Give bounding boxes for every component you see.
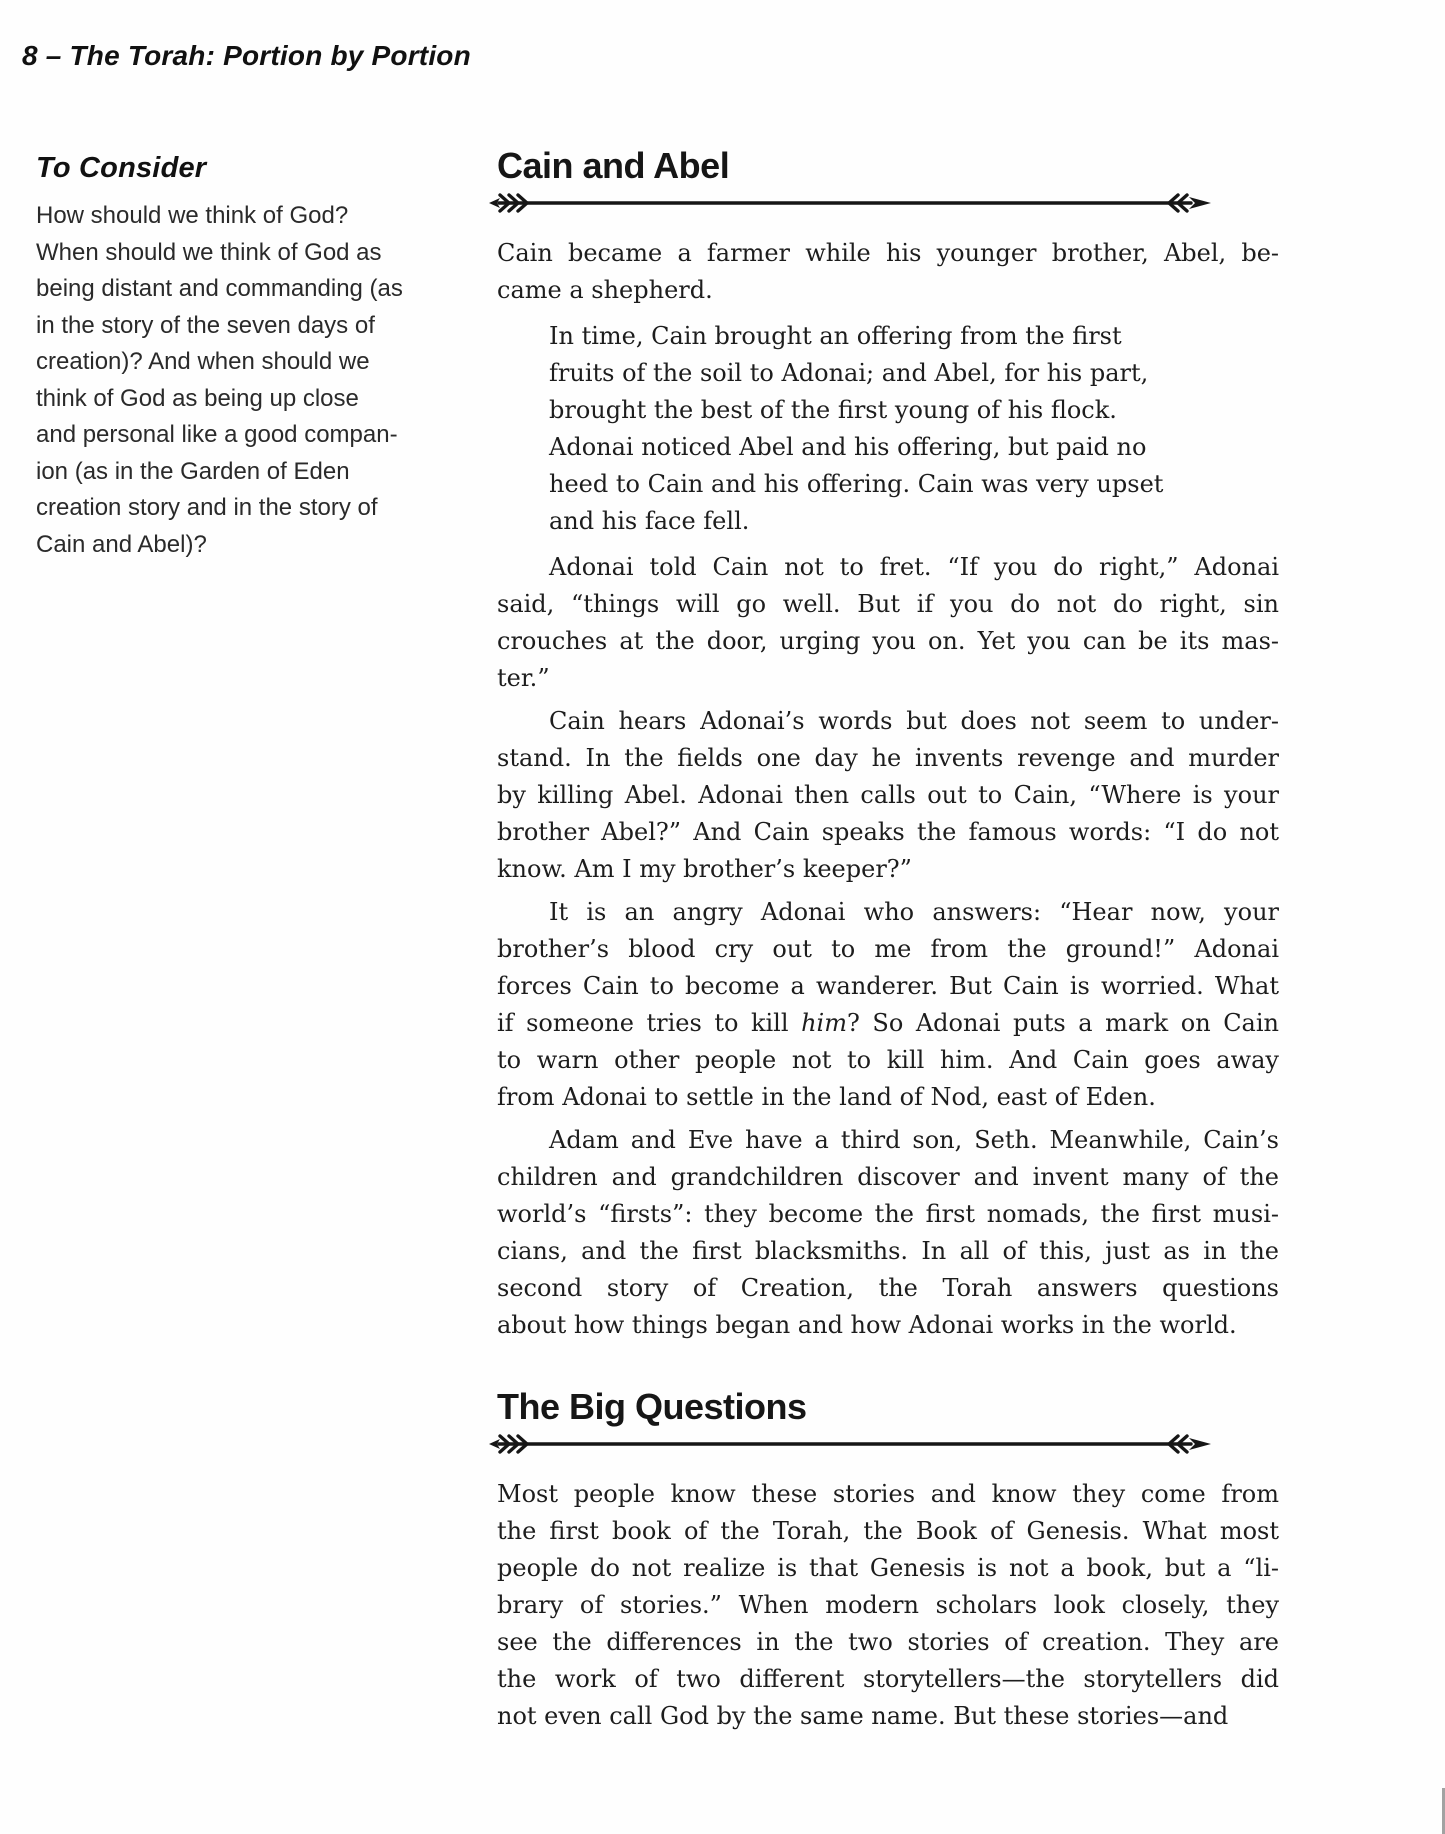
text-line: said, “things will go well. But if you do not do right, sin <box>497 590 1279 618</box>
section-the-big-questions <box>497 1386 1279 1735</box>
page-header: 8 – The Torah: Portion by Portion <box>22 40 471 71</box>
text-line: to warn other people not to kill him. And Cain goes away <box>497 1046 1279 1074</box>
text-line: creation story and in the story of <box>36 494 378 521</box>
text-line: When should we think of God as <box>36 238 382 266</box>
text-line: Adonai noticed Abel and his offering, but paid no <box>549 433 1147 461</box>
text-line: creation)? And when should we <box>36 348 370 375</box>
paragraph <box>497 1476 1279 1735</box>
paragraph <box>497 318 1279 540</box>
section-heading: The Big Questions <box>497 1386 807 1427</box>
section-heading: Cain and Abel <box>497 145 730 186</box>
text-line: the first book of the Torah, the Book of Genesis. What most <box>497 1517 1279 1545</box>
text-line: children and grandchildren discover and invent many of the <box>497 1163 1279 1191</box>
paragraph <box>497 1122 1279 1344</box>
text-line: being distant and commanding (as <box>36 275 403 302</box>
text-line: fruits of the soil to Adonai; and Abel, for his part, <box>549 359 1149 387</box>
sidebar-text <box>36 198 432 563</box>
text-line: Adonai told Cain not to fret. “If you do right,” Adonai <box>549 553 1279 581</box>
text-line: brary of stories.” When modern scholars look closely, they <box>497 1591 1279 1619</box>
paragraph <box>497 894 1279 1116</box>
text-line: second story of Creation, the Torah answers questions <box>497 1274 1279 1302</box>
text-line: and personal like a good compan- <box>36 421 398 448</box>
text-line: see the differences in the two stories of creation. They are <box>497 1628 1279 1656</box>
text-line: Adam and Eve have a third son, Seth. Meanwhile, Cain’s <box>549 1126 1279 1154</box>
text-line: Cain became a farmer while his younger brother, Abel, be- <box>497 239 1279 267</box>
arrow-divider-icon <box>487 191 1213 215</box>
arrow-divider-icon <box>487 1432 1213 1456</box>
paragraph <box>497 235 1279 309</box>
text-line: brother Abel?” And Cain speaks the famous words: “I do not <box>497 818 1279 846</box>
text-line: if someone tries to kill him? So Adonai puts a mark on Cain <box>497 1009 1280 1037</box>
text-line: not even call God by the same name. But these stories—and <box>497 1702 1229 1730</box>
text-line: It is an angry Adonai who answers: “Hear now, your <box>549 898 1279 926</box>
text-line: about how things began and how Adonai works in the world. <box>497 1311 1237 1339</box>
text-line: brought the best of the first young of his flock. <box>549 396 1117 424</box>
text-line: In time, Cain brought an offering from the first <box>549 322 1122 350</box>
text-line: from Adonai to settle in the land of Nod, east of Eden. <box>497 1083 1156 1111</box>
text-line: by killing Abel. Adonai then calls out to Cain, “Where is your <box>497 781 1279 809</box>
text-line: people do not realize is that Genesis is not a book, but a “li- <box>497 1554 1279 1582</box>
text-line: know. Am I my brother’s keeper?” <box>497 855 912 883</box>
sidebar-heading: To Consider <box>36 152 207 184</box>
text-line: came a shepherd. <box>497 276 713 304</box>
text-line: Most people know these stories and know they come from <box>497 1480 1279 1508</box>
text-line: forces Cain to become a wanderer. But Cain is worried. What <box>497 972 1279 1000</box>
text-line: ion (as in the Garden of Eden <box>36 457 350 485</box>
paragraph <box>497 703 1279 888</box>
text-line: stand. In the fields one day he invents revenge and murder <box>497 744 1279 772</box>
text-line: How should we think of God? <box>36 202 349 229</box>
text-line: Cain hears Adonai’s words but does not seem to under- <box>549 707 1279 735</box>
text-line: Cain and Abel)? <box>36 530 207 558</box>
text-line: brother’s blood cry out to me from the ground!” Adonai <box>497 935 1279 963</box>
main-column <box>497 145 1279 1735</box>
paragraph <box>497 549 1279 697</box>
text-line: ter.” <box>497 664 550 692</box>
text-line: in the story of the seven days of <box>36 311 375 339</box>
text-line: world’s “firsts”: they become the first nomads, the first musi- <box>497 1200 1279 1228</box>
text-line: the work of two different storytellers—the storytellers did <box>497 1665 1279 1693</box>
text-line: think of God as being up close <box>36 384 359 412</box>
text-line: heed to Cain and his offering. Cain was very upset <box>549 470 1164 498</box>
section-body <box>497 235 1279 1344</box>
text-line: cians, and the first blacksmiths. In all of this, just as in the <box>497 1237 1279 1265</box>
sidebar-note <box>36 152 432 563</box>
text-line: and his face fell. <box>549 507 750 535</box>
section-cain-and-abel <box>497 145 1279 1344</box>
text-line: crouches at the door, urging you on. Yet you can be its mas- <box>497 627 1279 655</box>
section-body <box>497 1476 1279 1735</box>
